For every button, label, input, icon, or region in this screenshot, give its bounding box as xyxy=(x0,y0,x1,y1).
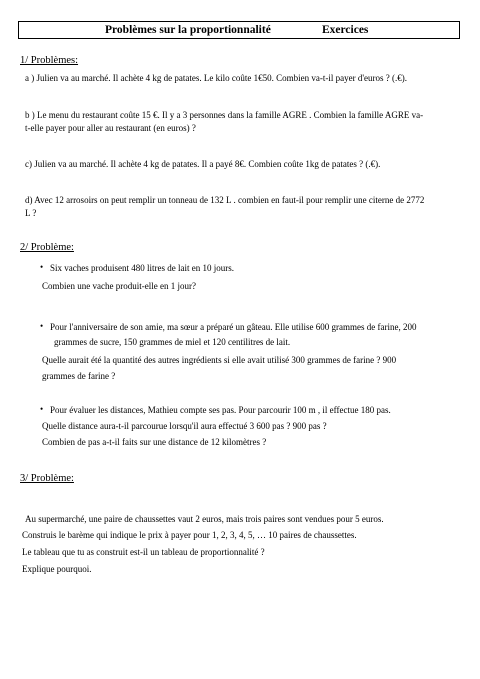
problem-a: a ) Julien va au marché. Il achète 4 kg de patates. Le kilo coûte 1€50. Combien va-t-il payer d'euros ? (.€). xyxy=(25,73,407,83)
page-title: Problèmes sur la proportionnalité xyxy=(105,24,271,36)
problem2-2-line4: grammes de farine ? xyxy=(42,371,116,381)
problem3-line1: Au supermarché, une paire de chaussettes vaut 2 euros, mais trois paires sont vendues pour 5 euros. xyxy=(25,514,384,524)
problem2-2-line1: Pour l'anniversaire de son amie, ma sœur a préparé un gâteau. Elle utilise 600 grammes de farine, 200 xyxy=(50,322,417,332)
problem3-line3: Le tableau que tu as construit est-il un tableau de proportionnalité ? xyxy=(22,547,265,557)
problem-d-line2: L ? xyxy=(25,208,37,218)
problem-d-line1: d) Avec 12 arrosoirs on peut remplir un tonneau de 132 L . combien en faut-il pour remplir une citerne de 2772 xyxy=(25,195,425,205)
title-box xyxy=(18,21,460,39)
problem2-2-line3: Quelle aurait été la quantité des autres ingrédients si elle avait utilisé 300 grammes de farine ? 900 xyxy=(42,355,397,365)
problem2-3-line1: Pour évaluer les distances, Mathieu compte ses pas. Pour parcourir 100 m , il effectue 180 pas. xyxy=(50,405,391,415)
problem2-3-line2: Quelle distance aura-t-il parcourue lorsqu'il aura effectué 3 600 pas ? 900 pas ? xyxy=(42,421,327,431)
section3-heading: 3/ Problème: xyxy=(20,473,74,484)
problem2-2-line2: grammes de sucre, 150 grammes de miel et 120 centilitres de lait. xyxy=(54,337,291,347)
section2-heading: 2/ Problème: xyxy=(20,242,74,253)
problem-c: c) Julien va au marché. Il achète 4 kg de patates. Il a payé 8€. Combien coûte 1kg de patates ? (.€). xyxy=(25,159,381,169)
problem2-3-line3: Combien de pas a-t-il faits sur une distance de 12 kilomètres ? xyxy=(42,437,267,447)
page-label: Exercices xyxy=(322,24,369,36)
bullet-icon: • xyxy=(40,321,44,331)
bullet-icon: • xyxy=(40,262,44,272)
section1-heading: 1/ Problèmes: xyxy=(20,55,79,66)
problem2-1-line2: Combien une vache produit-elle en 1 jour? xyxy=(42,281,196,291)
problem-b-line1: b ) Le menu du restaurant coûte 15 €. Il y a 3 personnes dans la famille AGRE . Combien la famille AGRE va- xyxy=(25,110,424,120)
bullet-icon: • xyxy=(40,404,44,414)
problem2-1-line1: Six vaches produisent 480 litres de lait en 10 jours. xyxy=(50,263,234,273)
problem3-line2: Construis le barème qui indique le prix à payer pour 1, 2, 3, 4, 5, … 10 paires de chaussettes. xyxy=(22,530,357,540)
problem-b-line2: t-elle payer pour aller au restaurant (en euros) ? xyxy=(25,123,196,133)
problem3-line4: Explique pourquoi. xyxy=(22,564,92,574)
